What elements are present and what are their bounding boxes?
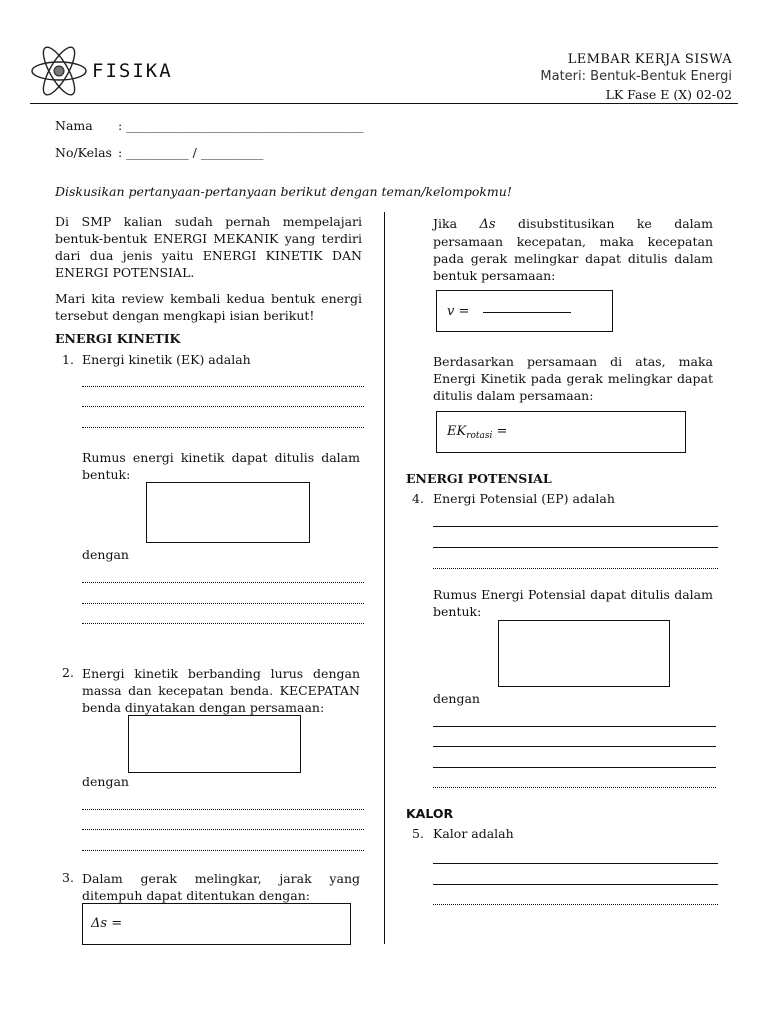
v-formula-box[interactable]	[436, 290, 613, 332]
q1-dengan-label: dengan	[82, 547, 129, 562]
column-divider	[384, 212, 385, 944]
worksheet-code: LK Fase E (X) 02-02	[605, 87, 732, 102]
nama-label: Nama	[55, 118, 93, 133]
q1-dengan-line[interactable]	[82, 582, 364, 583]
q1-dengan-line[interactable]	[82, 603, 364, 604]
ek-rotasi-equation	[447, 424, 507, 441]
intro-paragraph: Di SMP kalian sudah pernah mempelajari bentuk-bentuk ENERGI MEKANIK yang terdiri dari dua jenis yaitu ENERGI KINETIK DAN ENERGI POTENSIAL.	[55, 214, 362, 280]
substitusi-paragraph	[433, 215, 713, 284]
q1-answer-line[interactable]	[82, 406, 364, 407]
q4-dengan-line[interactable]	[433, 767, 716, 768]
q1-text: Energi kinetik (EK) adalah	[82, 352, 251, 367]
q2-dengan-line[interactable]	[82, 829, 364, 830]
q4-dengan-label: dengan	[433, 691, 480, 706]
q4-dengan-line[interactable]	[433, 746, 716, 747]
delta-s-equation: Δs =	[91, 916, 123, 931]
q4-answer-line[interactable]	[433, 526, 718, 527]
q4-text: Energi Potensial (EP) adalah	[433, 491, 615, 506]
kelas-field[interactable]: : __________ / __________	[118, 145, 264, 160]
q2-number: 2.	[62, 665, 74, 680]
q4-rumus-text: Rumus Energi Potensial dapat ditulis dalam bentuk:	[433, 587, 713, 619]
q3-number: 3.	[62, 870, 74, 885]
ek-symbol: EK	[447, 424, 467, 439]
q5-text: Kalor adalah	[433, 826, 514, 841]
section-energi-potensial: ENERGI POTENSIAL	[406, 471, 552, 486]
ek-equals: =	[496, 424, 508, 439]
q4-answer-line[interactable]	[433, 547, 718, 548]
q1-dengan-line[interactable]	[82, 623, 364, 624]
ep-formula-box[interactable]	[498, 620, 670, 687]
substitusi-lead: Jika	[433, 216, 458, 231]
q5-answer-line[interactable]	[433, 884, 718, 885]
q3-text: Dalam gerak melingkar, jarak yang ditempuh dapat ditentukan dengan:	[82, 871, 360, 903]
q2-dengan-line[interactable]	[82, 850, 364, 851]
delta-s-symbol: Δs	[479, 217, 496, 232]
ek-subscript: rotasi	[466, 431, 493, 441]
q1-rumus-text: Rumus energi kinetik dapat ditulis dalam bentuk:	[82, 450, 360, 482]
q2-dengan-line[interactable]	[82, 809, 364, 810]
nama-field[interactable]: : ______________________________________	[118, 118, 364, 133]
q2-dengan-label: dengan	[82, 774, 129, 789]
ek-rotasi-paragraph: Berdasarkan persamaan di atas, maka Energi Kinetik pada gerak melingkar dapat ditulis dalam persamaan:	[433, 354, 713, 403]
v-equation: v =	[447, 304, 470, 319]
kelas-label: No/Kelas	[55, 145, 112, 160]
instruction-text: Diskusikan pertanyaan-pertanyaan berikut dengan teman/kelompokmu!	[55, 184, 512, 199]
section-kalor: KALOR	[406, 806, 454, 821]
materi-subtitle: Materi: Bentuk-Bentuk Energi	[540, 69, 732, 84]
q4-dengan-line[interactable]	[433, 787, 716, 788]
substitusi-rest: disubstitusikan ke dalam persamaan kecepatan, maka kecepatan pada gerak melingkar dapat ditulis dalam bentuk persamaan:	[433, 216, 713, 283]
section-energi-kinetik: ENERGI KINETIK	[55, 331, 181, 346]
q5-answer-line[interactable]	[433, 904, 718, 905]
q1-number: 1.	[62, 352, 74, 367]
q1-answer-line[interactable]	[82, 427, 364, 428]
q5-answer-line[interactable]	[433, 863, 718, 864]
q2-text: Energi kinetik berbanding lurus dengan massa dan kecepatan benda. KECEPATAN benda dinyatakan dengan persamaan:	[82, 666, 360, 715]
header-divider	[30, 103, 738, 104]
review-paragraph: Mari kita review kembali kedua bentuk energi tersebut dengan mengkapi isian berikut!	[55, 291, 362, 323]
q4-dengan-line[interactable]	[433, 726, 716, 727]
worksheet-title: LEMBAR KERJA SISWA	[567, 52, 732, 67]
v-fraction-line	[483, 312, 571, 313]
jarak-formula-box[interactable]	[82, 903, 351, 945]
q4-answer-line[interactable]	[433, 568, 718, 569]
q1-answer-line[interactable]	[82, 386, 364, 387]
ek-formula-box[interactable]	[146, 482, 310, 543]
q4-number: 4.	[412, 491, 424, 506]
ek-rotasi-formula-box[interactable]	[436, 411, 686, 453]
atom-logo-icon	[30, 45, 88, 97]
q5-number: 5.	[412, 826, 424, 841]
brand-title: FISIKA	[92, 60, 173, 82]
kecepatan-formula-box[interactable]	[128, 715, 301, 773]
